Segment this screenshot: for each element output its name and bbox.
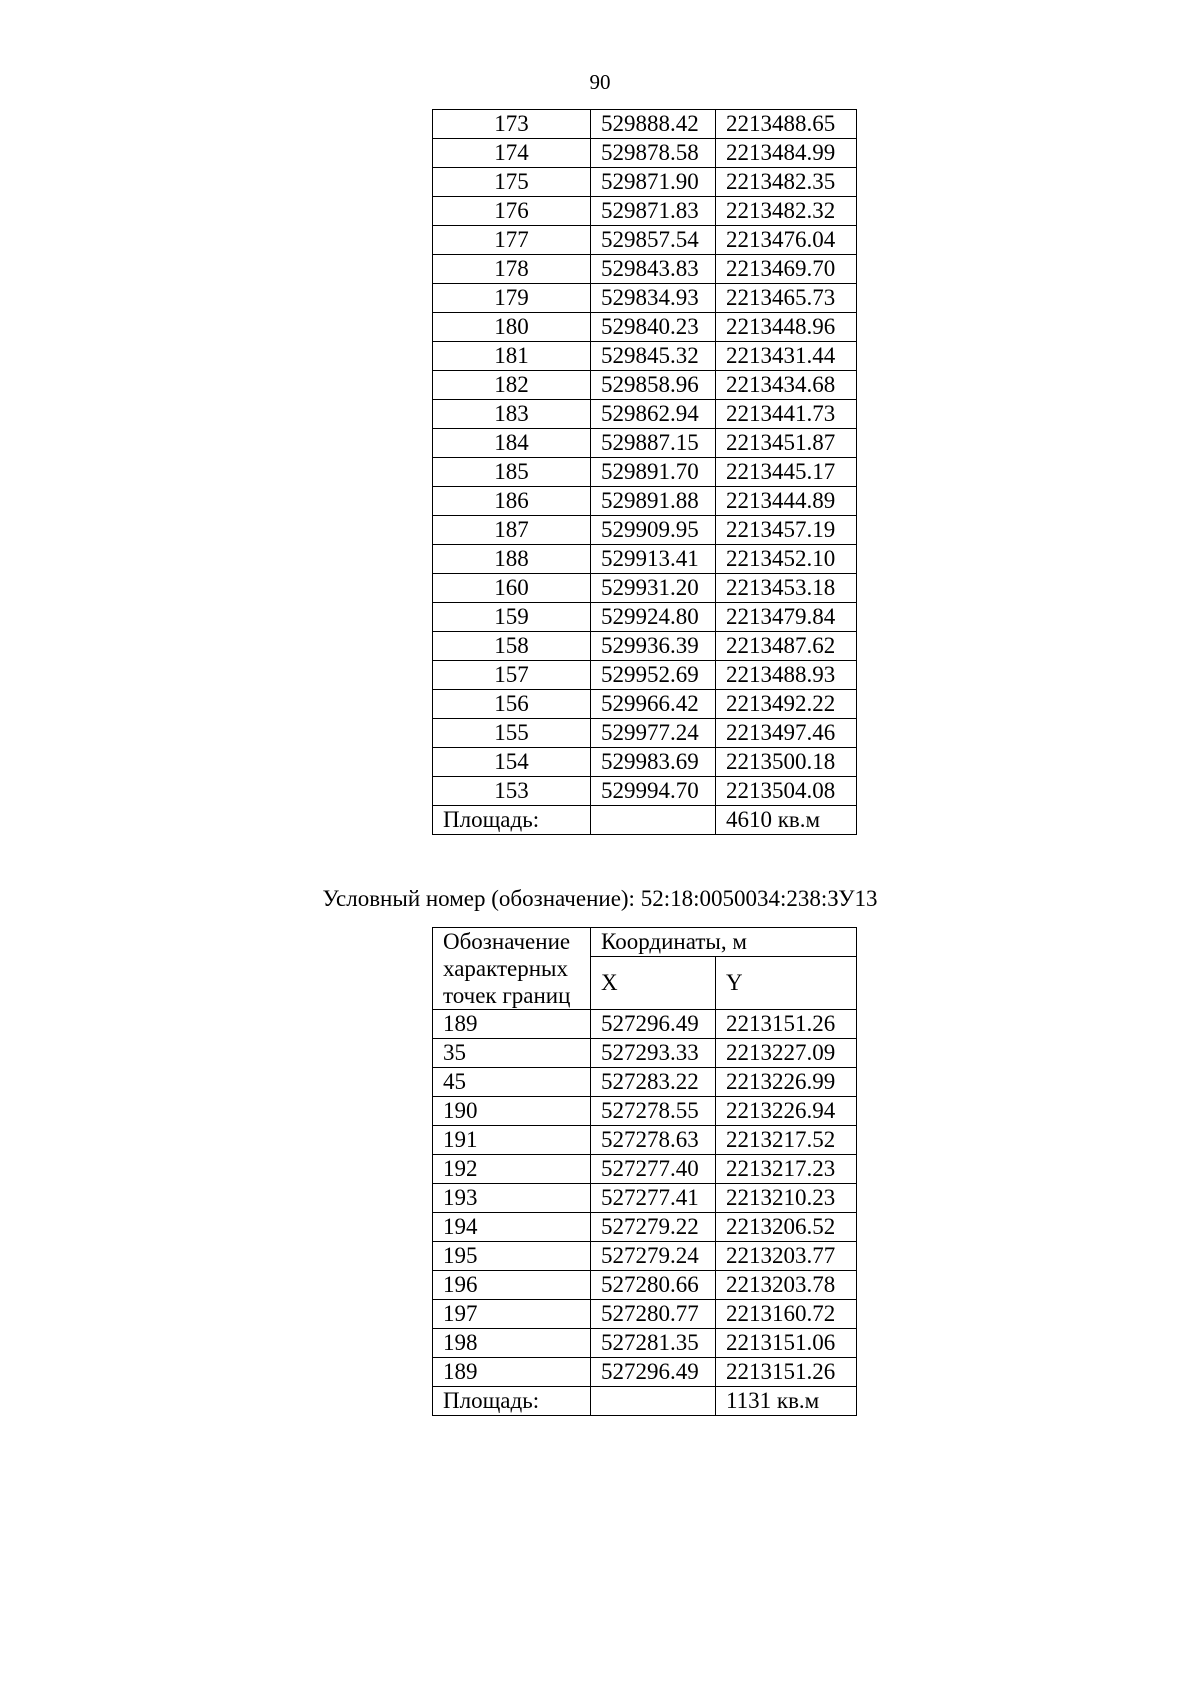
- coord-y: 2213226.99: [716, 1068, 857, 1097]
- table-row: [433, 1184, 857, 1213]
- parcel-table-body: [433, 1010, 857, 1387]
- table-row: [433, 1039, 857, 1068]
- header-points: Обозначение характерных точек границ: [433, 928, 591, 1010]
- coord-y: 2213160.72: [716, 1300, 857, 1329]
- coord-x: 529994.70: [591, 777, 716, 806]
- table-row: [433, 371, 857, 400]
- coord-y: 2213151.06: [716, 1329, 857, 1358]
- area-label: Площадь:: [433, 1387, 591, 1416]
- area-value: 1131 кв.м: [716, 1387, 857, 1416]
- table-row: [433, 574, 857, 603]
- coord-x: 527296.49: [591, 1010, 716, 1039]
- coord-x: 527283.22: [591, 1068, 716, 1097]
- coord-x: 527278.55: [591, 1097, 716, 1126]
- point-number: 194: [433, 1213, 591, 1242]
- coord-x: 527279.22: [591, 1213, 716, 1242]
- coord-x: 529862.94: [591, 400, 716, 429]
- coord-y: 2213465.73: [716, 284, 857, 313]
- table-row: [433, 1358, 857, 1387]
- area-row: [433, 806, 857, 835]
- point-number: 175: [433, 168, 591, 197]
- point-number: 196: [433, 1271, 591, 1300]
- point-number: 188: [433, 545, 591, 574]
- table-row: [433, 1068, 857, 1097]
- coord-y: 2213203.78: [716, 1271, 857, 1300]
- table-row: [433, 1300, 857, 1329]
- coord-y: 2213482.32: [716, 197, 857, 226]
- table-row: [433, 748, 857, 777]
- table-row: [433, 429, 857, 458]
- coord-y: 2213457.19: [716, 516, 857, 545]
- coord-x: 527277.41: [591, 1184, 716, 1213]
- point-number: 154: [433, 748, 591, 777]
- table-row: [433, 777, 857, 806]
- coord-x: 529913.41: [591, 545, 716, 574]
- table-row: [433, 313, 857, 342]
- point-number: 185: [433, 458, 591, 487]
- table-row: [433, 545, 857, 574]
- coord-x: 527279.24: [591, 1242, 716, 1271]
- table-row: [433, 255, 857, 284]
- point-number: 186: [433, 487, 591, 516]
- coord-x: 529858.96: [591, 371, 716, 400]
- coord-x: 529840.23: [591, 313, 716, 342]
- coord-y: 2213434.68: [716, 371, 857, 400]
- point-number: 156: [433, 690, 591, 719]
- point-number: 179: [433, 284, 591, 313]
- coord-x: 527293.33: [591, 1039, 716, 1068]
- table-row: [433, 458, 857, 487]
- coord-x: 529977.24: [591, 719, 716, 748]
- table-row: [433, 1329, 857, 1358]
- coord-x: 529871.83: [591, 197, 716, 226]
- table-row: [433, 226, 857, 255]
- coord-y: 2213453.18: [716, 574, 857, 603]
- table-row: [433, 400, 857, 429]
- table-row: [433, 1242, 857, 1271]
- coord-y: 2213479.84: [716, 603, 857, 632]
- point-number: 190: [433, 1097, 591, 1126]
- coord-y: 2213469.70: [716, 255, 857, 284]
- point-number: 187: [433, 516, 591, 545]
- area-row: [433, 1387, 857, 1416]
- table-row: [433, 632, 857, 661]
- point-number: 178: [433, 255, 591, 284]
- coord-x: 527280.66: [591, 1271, 716, 1300]
- point-number: 198: [433, 1329, 591, 1358]
- table-row: [433, 168, 857, 197]
- point-number: 189: [433, 1358, 591, 1387]
- coord-x: 527280.77: [591, 1300, 716, 1329]
- table-row: [433, 1097, 857, 1126]
- table-row: [433, 139, 857, 168]
- coord-x: 529931.20: [591, 574, 716, 603]
- coord-y: 2213448.96: [716, 313, 857, 342]
- point-number: 181: [433, 342, 591, 371]
- table-row: [433, 342, 857, 371]
- coord-x: 529834.93: [591, 284, 716, 313]
- coord-x: 529871.90: [591, 168, 716, 197]
- point-number: 184: [433, 429, 591, 458]
- coord-y: 2213227.09: [716, 1039, 857, 1068]
- coord-x: 529857.54: [591, 226, 716, 255]
- coord-y: 2213217.23: [716, 1155, 857, 1184]
- table-row: [433, 1271, 857, 1300]
- table-row: [433, 1010, 857, 1039]
- coord-y: 2213217.52: [716, 1126, 857, 1155]
- coord-x: 527277.40: [591, 1155, 716, 1184]
- coord-x: 527278.63: [591, 1126, 716, 1155]
- coord-y: 2213488.65: [716, 110, 857, 139]
- coord-y: 2213488.93: [716, 661, 857, 690]
- parcel-caption: Условный номер (обозначение): 52:18:0050034:238:ЗУ13: [322, 886, 878, 911]
- table-row: [433, 1155, 857, 1184]
- table-row: [433, 1126, 857, 1155]
- coord-x: 529909.95: [591, 516, 716, 545]
- coord-x: 529966.42: [591, 690, 716, 719]
- point-number: 197: [433, 1300, 591, 1329]
- coord-x: 529891.88: [591, 487, 716, 516]
- coord-x: 529845.32: [591, 342, 716, 371]
- point-number: 176: [433, 197, 591, 226]
- coord-y: 2213444.89: [716, 487, 857, 516]
- point-number: 189: [433, 1010, 591, 1039]
- header-coordinates: Координаты, м: [591, 928, 857, 957]
- coord-y: 2213504.08: [716, 777, 857, 806]
- coord-x: 529924.80: [591, 603, 716, 632]
- coord-y: 2213497.46: [716, 719, 857, 748]
- table-row: [433, 516, 857, 545]
- header-y: Y: [716, 957, 857, 1010]
- point-number: 177: [433, 226, 591, 255]
- point-number: 158: [433, 632, 591, 661]
- coord-y: 2213226.94: [716, 1097, 857, 1126]
- point-number: 191: [433, 1126, 591, 1155]
- coord-x: 529983.69: [591, 748, 716, 777]
- coord-y: 2213487.62: [716, 632, 857, 661]
- coord-x: 529936.39: [591, 632, 716, 661]
- coord-y: 2213206.52: [716, 1213, 857, 1242]
- area-empty-cell: [591, 806, 716, 835]
- point-number: 153: [433, 777, 591, 806]
- table-row: [433, 284, 857, 313]
- table-row: [433, 661, 857, 690]
- coord-y: 2213484.99: [716, 139, 857, 168]
- table-row: [433, 690, 857, 719]
- coord-y: 2213451.87: [716, 429, 857, 458]
- coordinates-table-body: [433, 110, 857, 806]
- table-row: [433, 1213, 857, 1242]
- page-number: 90: [589, 70, 611, 94]
- coord-x: 529878.58: [591, 139, 716, 168]
- coord-y: 2213476.04: [716, 226, 857, 255]
- table-row: [433, 603, 857, 632]
- point-number: 195: [433, 1242, 591, 1271]
- point-number: 155: [433, 719, 591, 748]
- point-number: 157: [433, 661, 591, 690]
- point-number: 173: [433, 110, 591, 139]
- point-number: 193: [433, 1184, 591, 1213]
- coord-x: 527281.35: [591, 1329, 716, 1358]
- table-row: [433, 110, 857, 139]
- coord-x: 529891.70: [591, 458, 716, 487]
- point-number: 174: [433, 139, 591, 168]
- table-row: [433, 487, 857, 516]
- coord-x: 529952.69: [591, 661, 716, 690]
- coord-y: 2213452.10: [716, 545, 857, 574]
- coord-x: 529887.15: [591, 429, 716, 458]
- coord-x: 529843.83: [591, 255, 716, 284]
- point-number: 159: [433, 603, 591, 632]
- point-number: 35: [433, 1039, 591, 1068]
- point-number: 180: [433, 313, 591, 342]
- coordinates-table-continued: [432, 109, 857, 835]
- parcel-coordinates-table: [432, 927, 857, 1416]
- coord-y: 2213482.35: [716, 168, 857, 197]
- area-value: 4610 кв.м: [716, 806, 857, 835]
- point-number: 182: [433, 371, 591, 400]
- coord-y: 2213203.77: [716, 1242, 857, 1271]
- coord-y: 2213492.22: [716, 690, 857, 719]
- table-row: [433, 197, 857, 226]
- point-number: 192: [433, 1155, 591, 1184]
- coord-x: 529888.42: [591, 110, 716, 139]
- coord-y: 2213151.26: [716, 1010, 857, 1039]
- table-header-row: [433, 928, 857, 957]
- coord-y: 2213445.17: [716, 458, 857, 487]
- coord-x: 527296.49: [591, 1358, 716, 1387]
- coord-y: 2213500.18: [716, 748, 857, 777]
- area-label: Площадь:: [433, 806, 591, 835]
- coord-y: 2213431.44: [716, 342, 857, 371]
- area-empty-cell: [591, 1387, 716, 1416]
- point-number: 160: [433, 574, 591, 603]
- coord-y: 2213210.23: [716, 1184, 857, 1213]
- point-number: 183: [433, 400, 591, 429]
- table-row: [433, 719, 857, 748]
- coord-y: 2213441.73: [716, 400, 857, 429]
- header-x: X: [591, 957, 716, 1010]
- point-number: 45: [433, 1068, 591, 1097]
- coord-y: 2213151.26: [716, 1358, 857, 1387]
